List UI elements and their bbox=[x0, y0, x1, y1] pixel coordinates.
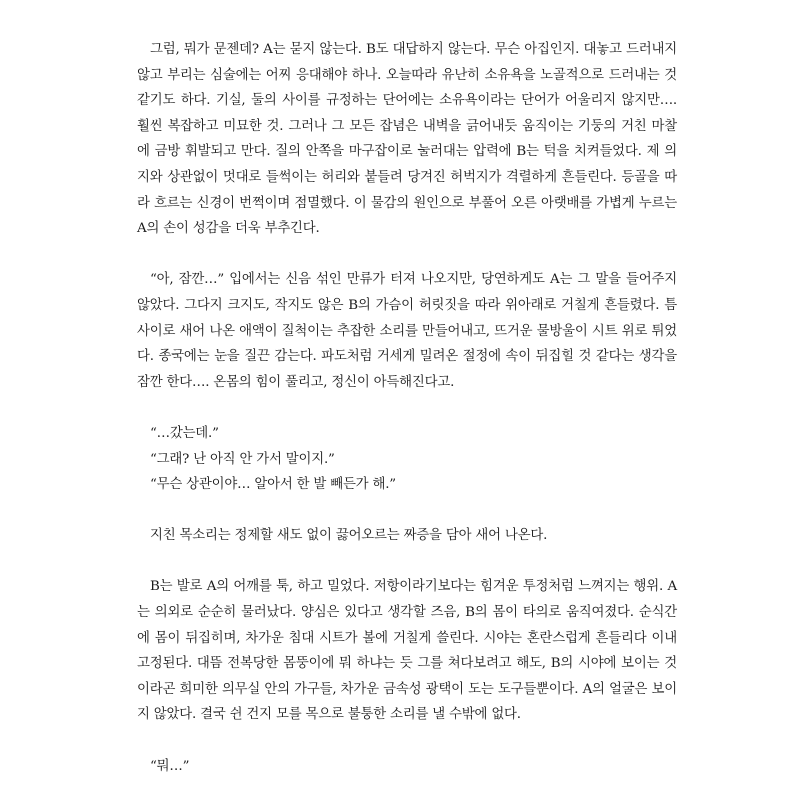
dialogue-line-3: “무슨 상관이야… 알아서 한 발 빼든가 해.” bbox=[150, 477, 396, 493]
paragraph-spacer bbox=[137, 549, 677, 575]
dialogue-line-2: “그래? 난 아직 안 가서 말이지.” bbox=[150, 451, 335, 467]
paragraph-4: B는 발로 A의 어깨를 툭, 하고 밀었다. 저항이라기보다는 힘겨운 투정처럼 느껴지는 행위. A는 의외로 순순히 물러났다. 양심은 있다고 생각할 즈음, B의 몸이 타의로 움직여졌다. 순식간에 몸이 뒤집히며, 차가운 침대 시트가 볼에 거칠게 쓸린다. 시야는 혼란스럽게 흔들리다 이내 고정된다. 대뜸 전복당한 몸뚱이에 뭐 하냐는 듯 그를 쳐다보려고 해도, B의 시야에 보이는 것이라곤 희미한 의무실 안의 가구들, 차가운 금속성 광택이 도는 도구들뿐이다. A의 얼굴은 보이지 않았다. 결국 쉰 건지 모를 목으로 불퉁한 소리를 낼 수밖에 없다. bbox=[137, 579, 677, 723]
paragraph-3: 지친 목소리는 정제할 새도 없이 끓어오르는 짜증을 담아 새어 나온다. bbox=[150, 528, 548, 544]
paragraph-spacer bbox=[137, 728, 677, 754]
paragraph-spacer bbox=[137, 498, 677, 524]
paragraph-1: 그럼, 뭐가 문젠데? A는 묻지 않는다. B도 대답하지 않는다. 무슨 아집인지. 대놓고 드러내지 않고 부리는 심술에는 어찌 응대해야 하나. 오늘따라 유난히 소유욕을 노골적으로 드러내는 것 같기도 하다. 기실, 둘의 사이를 규정하는 단어에는 소유욕이라는 단어가 어울리지 않지만…. 훨씬 복잡하고 미묘한 것. 그러나 그 모든 잡념은 내벽을 긁어내듯 움직이는 기둥의 거친 마찰에 금방 휘발되고 만다. 질의 안쪽을 마구잡이로 눌러대는 압력에 B는 턱을 치켜들었다. 제 의지와 상관없이 멋대로 들썩이는 허리와 붙들려 당겨진 허벅지가 격렬하게 흔들린다. 등골을 따라 흐르는 신경이 번쩍이며 점멸했다. 이 물감의 원인으로 부풀어 오른 아랫배를 가볍게 누르는 A의 손이 성감을 더욱 부추긴다. bbox=[137, 42, 677, 237]
paragraph-spacer bbox=[137, 395, 677, 421]
dialogue-line-1: “…갔는데.” bbox=[150, 425, 219, 441]
dialogue-line-4: “뭐…” bbox=[150, 758, 190, 774]
paragraph-spacer bbox=[137, 242, 677, 268]
document-body bbox=[137, 37, 677, 779]
paragraph-2: “아, 잠깐…” 입에서는 신음 섞인 만류가 터져 나오지만, 당연하게도 A는 그 말을 들어주지 않았다. 그다지 크지도, 작지도 않은 B의 가슴이 허릿짓을 따라 위아래로 거칠게 흔들렸다. 틈 사이로 새어 나온 애액이 질척이는 추잡한 소리를 만들어내고, 뜨거운 물방울이 시트 위로 튀었다. 종국에는 눈을 질끈 감는다. 파도처럼 거세게 밀려온 절정에 속이 뒤집힐 것 같다는 생각을 잠깐 한다…. 온몸의 힘이 풀리고, 정신이 아득해진다고. bbox=[137, 272, 677, 390]
